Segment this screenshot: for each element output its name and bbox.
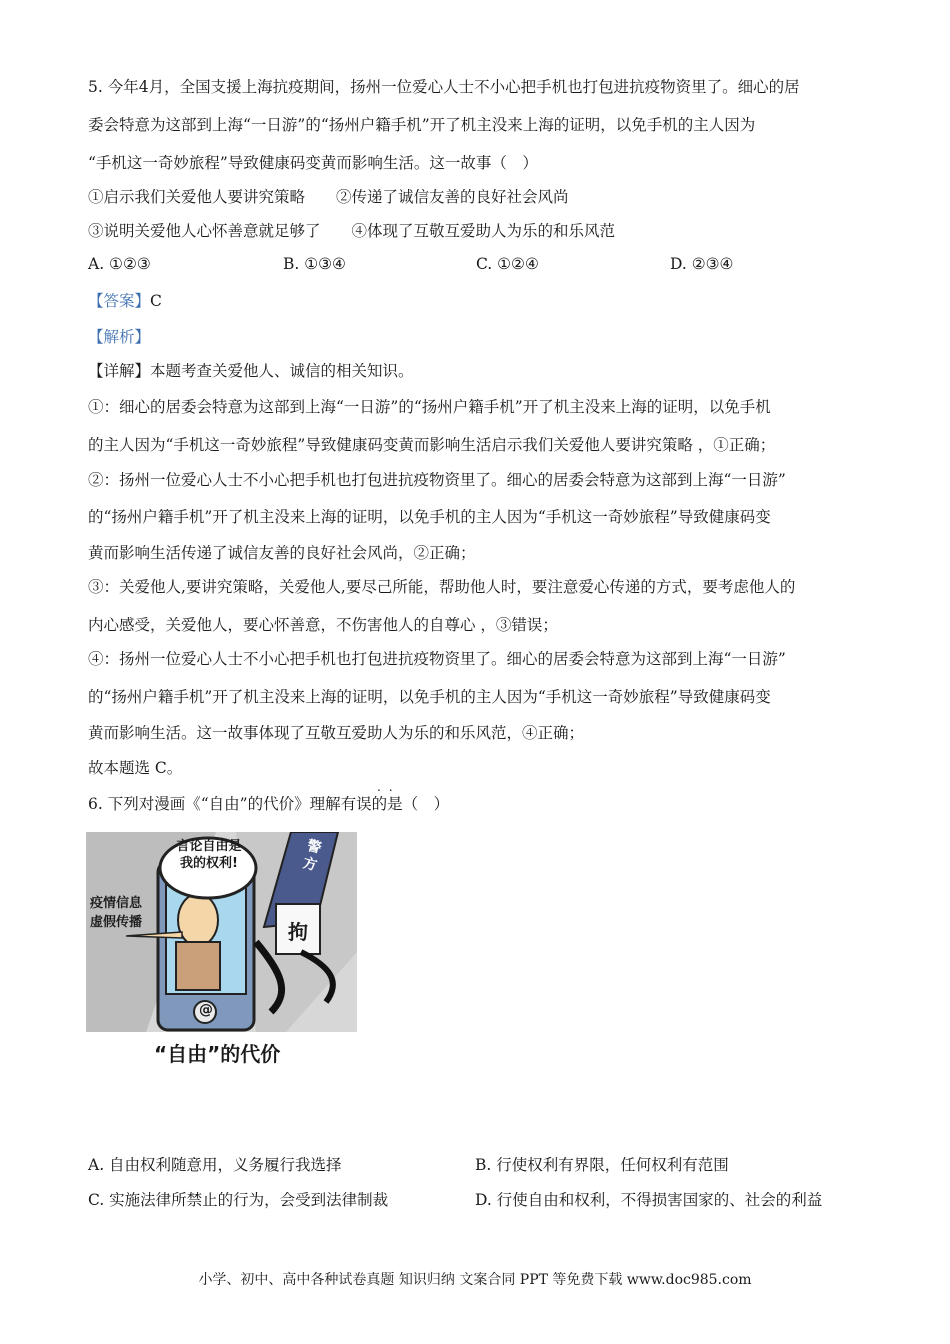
detail-line-4: ②：扬州一位爱心人士不小心把手机也打包进抗疫物资里了。细心的居委会特意为这部到上海“一日游” (88, 471, 786, 489)
q5-statement-2: ③说明关爱他人心怀善意就足够了 ④体现了互敬互爱助人为乐的和乐风范 (88, 222, 616, 240)
detail-line-3: 的主人因为“手机这一奇妙旅程”导致健康码变黄而影响生活启示我们关爱他人要讲究策略 ，①正确； (88, 436, 776, 454)
q6-options-row-2 (88, 1188, 878, 1210)
q5-option-b: B. ①③④ (283, 255, 346, 273)
detail-line-12: 故本题选 C。 (88, 759, 183, 777)
q6-option-b: B. 行使权利有界限，任何权利有范围 (475, 1156, 729, 1174)
q5-statement-1: ①启示我们关爱他人要讲究策略 ②传递了诚信友善的良好社会风尚 (88, 188, 569, 206)
q6-option-a: A. 自由权利随意用，义务履行我选择 (88, 1156, 342, 1174)
detail-line-11: 黄而影响生活。这一故事体现了互敬互爱助人为乐的和乐风范，④正确； (88, 724, 585, 742)
detail-line-6: 黄而影响生活传递了诚信友善的良好社会风尚，②正确； (88, 544, 476, 562)
detail-line-1: 【详解】本题考查关爱他人、诚信的相关知识。 (88, 362, 414, 380)
speech-bubble (172, 838, 246, 872)
q5-options (88, 255, 878, 277)
q5-stem-line-3: “手机这一奇妙旅程”导致健康码变黄而影响生活。这一故事（ ） (88, 154, 538, 172)
page-footer: 小学、初中、高中各种试卷真题 知识归纳 文案合同 PPT 等免费下载 www.doc985.com (198, 1272, 752, 1288)
cartoon-freedom-price (86, 832, 357, 1032)
answer-tag: 【答案】 (88, 292, 151, 310)
q5-stem-line-2: 委会特意为这部到上海“一日游”的“扬州户籍手机”开了机主没来上海的证明，以免手机的主人因为 (88, 116, 756, 134)
answer-value: C (150, 292, 162, 310)
fake-info-line-2: 虚假传播 (90, 915, 143, 930)
police-char-1: 警 (305, 837, 323, 857)
at-icon: @ (199, 1002, 213, 1018)
bubble-line-2: 我的权利! (180, 856, 238, 871)
q5-option-c: C. ①②④ (476, 255, 539, 273)
q6-stem: 6. 下列对漫画《“自由”的代价》理解有误的是（ ） (88, 795, 450, 813)
detain-sign: 拘 (288, 920, 308, 944)
detail-line-9: ④：扬州一位爱心人士不小心把手机也打包进抗疫物资里了。细心的居委会特意为这部到上海“一日游” (88, 650, 786, 668)
q5-option-d: D. ②③④ (670, 255, 734, 273)
detail-line-10: 的“扬州户籍手机”开了机主没来上海的证明，以免手机的主人因为“手机这一奇妙旅程”导致健康码变 (88, 688, 771, 706)
detail-line-8: 内心感受，关爱他人，要心怀善意，不伤害他人的自尊心 ，③错误； (88, 616, 558, 634)
analysis-tag: 【解析】 (88, 328, 151, 346)
q5-option-a: A. ①②③ (88, 255, 151, 273)
police-char-2: 方 (301, 855, 319, 875)
q5-stem-line-1: 5. 今年4月，全国支援上海抗疫期间，扬州一位爱心人士不小心把手机也打包进抗疫物资里了。细心的居 (88, 78, 800, 96)
fake-info-label (90, 894, 142, 932)
detail-line-5: 的“扬州户籍手机”开了机主没来上海的证明，以免手机的主人因为“手机这一奇妙旅程”导致健康码变 (88, 508, 771, 526)
q5-answer (88, 290, 162, 312)
fake-info-line-1: 疫情信息 (90, 896, 143, 911)
detail-line-7: ③：关爱他人,要讲究策略，关爱他人,要尽己所能，帮助他人时，要注意爱心传递的方式，要考虑他人的 (88, 578, 796, 596)
q6-options-row-1 (88, 1153, 878, 1175)
emphasis-dots: .. (377, 780, 401, 794)
detail-line-2: ①：细心的居委会特意为这部到上海“一日游”的“扬州户籍手机”开了机主没来上海的证明，以免手机 (88, 398, 771, 416)
q6-option-d: D. 行使自由和权利，不得损害国家的、社会的利益 (475, 1191, 823, 1209)
q6-option-c: C. 实施法律所禁止的行为，会受到法律制裁 (88, 1191, 389, 1209)
cartoon-caption: “自由”的代价 (154, 1042, 281, 1066)
bubble-line-1: 言论自由是 (176, 839, 242, 854)
